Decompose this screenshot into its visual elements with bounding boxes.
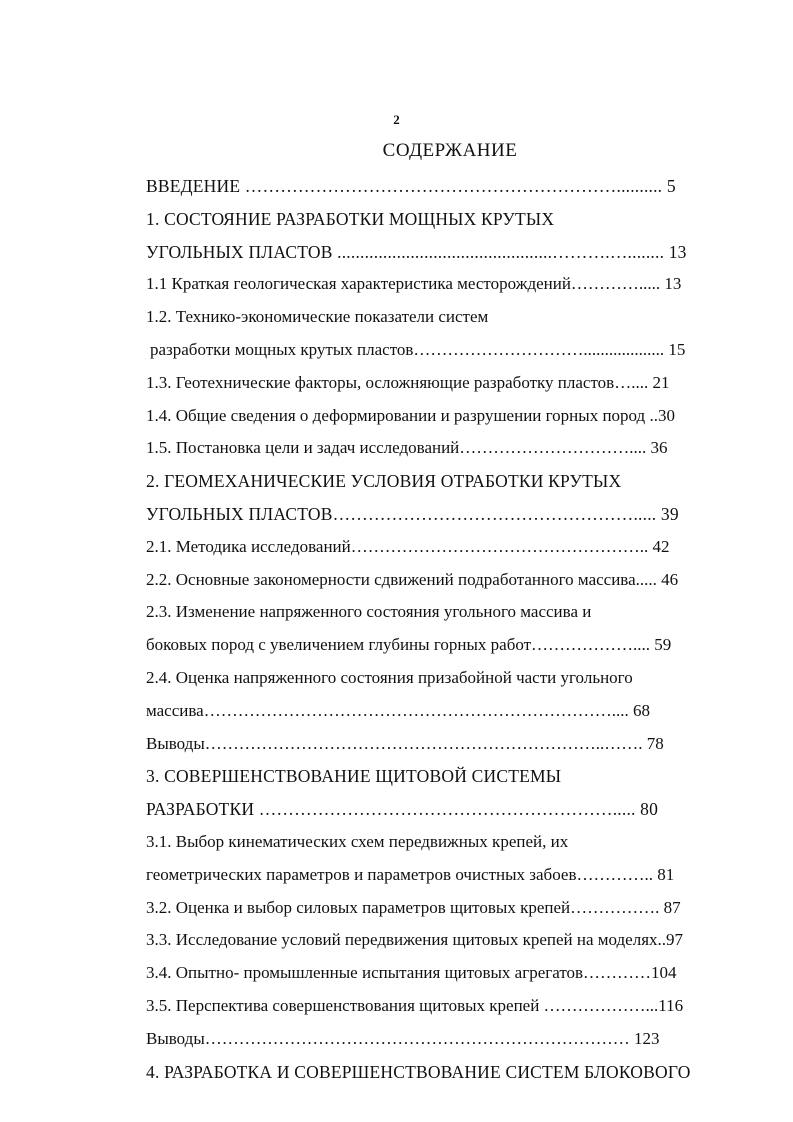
toc-entry: Выводы………………………………………………………………… 123 — [146, 1028, 660, 1048]
toc-entry: 1.2. Технико-экономические показатели систем — [146, 307, 489, 327]
toc-entry: массива……………………………………………………………….... 68 — [146, 700, 650, 720]
page-number: 2 — [393, 112, 400, 127]
toc-entry: УГОЛЬНЫХ ПЛАСТОВ ...............................................……….…........ 13 — [146, 241, 687, 262]
toc-entry: 4. РАЗРАБОТКА И СОВЕРШЕНСТВОВАНИЕ СИСТЕМ БЛОКОВОГО — [146, 1061, 691, 1082]
toc-entry: 2.3. Изменение напряженного состояния угольного массива и — [146, 602, 592, 622]
toc-entry: 3.2. Оценка и выбор силовых параметров щитовых крепей……………. 87 — [146, 897, 681, 917]
toc-entry: РАЗРАБОТКИ ……………………………………………………..... 80 — [146, 799, 659, 820]
toc-entry: 1.4. Общие сведения о деформировании и разрушении горных пород ..30 — [146, 405, 675, 425]
toc-entry: 1.1 Краткая геологическая характеристика месторождений…………..... 13 — [146, 274, 682, 294]
toc-entry: 1.3. Геотехнические факторы, осложняющие разработку пластов….... 21 — [146, 372, 670, 392]
toc-entry: Выводы……………………………………………………………..……. 78 — [146, 733, 664, 753]
toc-entry: 3.1. Выбор кинематических схем передвижных крепей, их — [146, 831, 569, 851]
toc-entry: 1.5. Постановка цели и задач исследований………………………….... 36 — [146, 438, 668, 458]
toc-entry: разработки мощных крутых пластов…………………………................... 15 — [150, 339, 686, 359]
toc-entry: 3.3. Исследование условий передвижения щитовых крепей на моделях..97 — [146, 930, 684, 950]
toc-entry: 3. СОВЕРШЕНСТВОВАНИЕ ЩИТОВОЙ СИСТЕМЫ — [146, 766, 562, 787]
toc-entry: УГОЛЬНЫХ ПЛАСТОВ……………………………………………..... 39 — [146, 503, 679, 524]
toc-entry: 2. ГЕОМЕХАНИЧЕСКИЕ УСЛОВИЯ ОТРАБОТКИ КРУТЫХ — [146, 471, 622, 492]
toc-entry: 2.2. Основные закономерности сдвижений подработанного массива..... 46 — [146, 569, 679, 589]
toc-entry: геометрических параметров и параметров очистных забоев………….. 81 — [146, 864, 675, 884]
table-of-contents — [146, 170, 741, 1088]
toc-entry: боковых пород с увеличением глубины горных работ……………….... 59 — [146, 635, 672, 655]
toc-title: СОДЕРЖАНИЕ — [382, 140, 518, 161]
toc-entry: 2.4. Оценка напряженного состояния призабойной части угольного — [146, 667, 633, 687]
toc-entry: 3.5. Перспектива совершенствования щитовых крепей ………………...116 — [146, 995, 684, 1015]
toc-entry: 1. СОСТОЯНИЕ РАЗРАБОТКИ МОЩНЫХ КРУТЫХ — [146, 208, 555, 229]
toc-entry: 2.1. Методика исследований…………………………………………….. 42 — [146, 536, 670, 556]
toc-entry: ВВЕДЕНИЕ ……………………………………………………….......... 5 — [146, 176, 676, 196]
toc-entry: 3.4. Опытно- промышленные испытания щитовых агрегатов…………104 — [146, 963, 677, 983]
